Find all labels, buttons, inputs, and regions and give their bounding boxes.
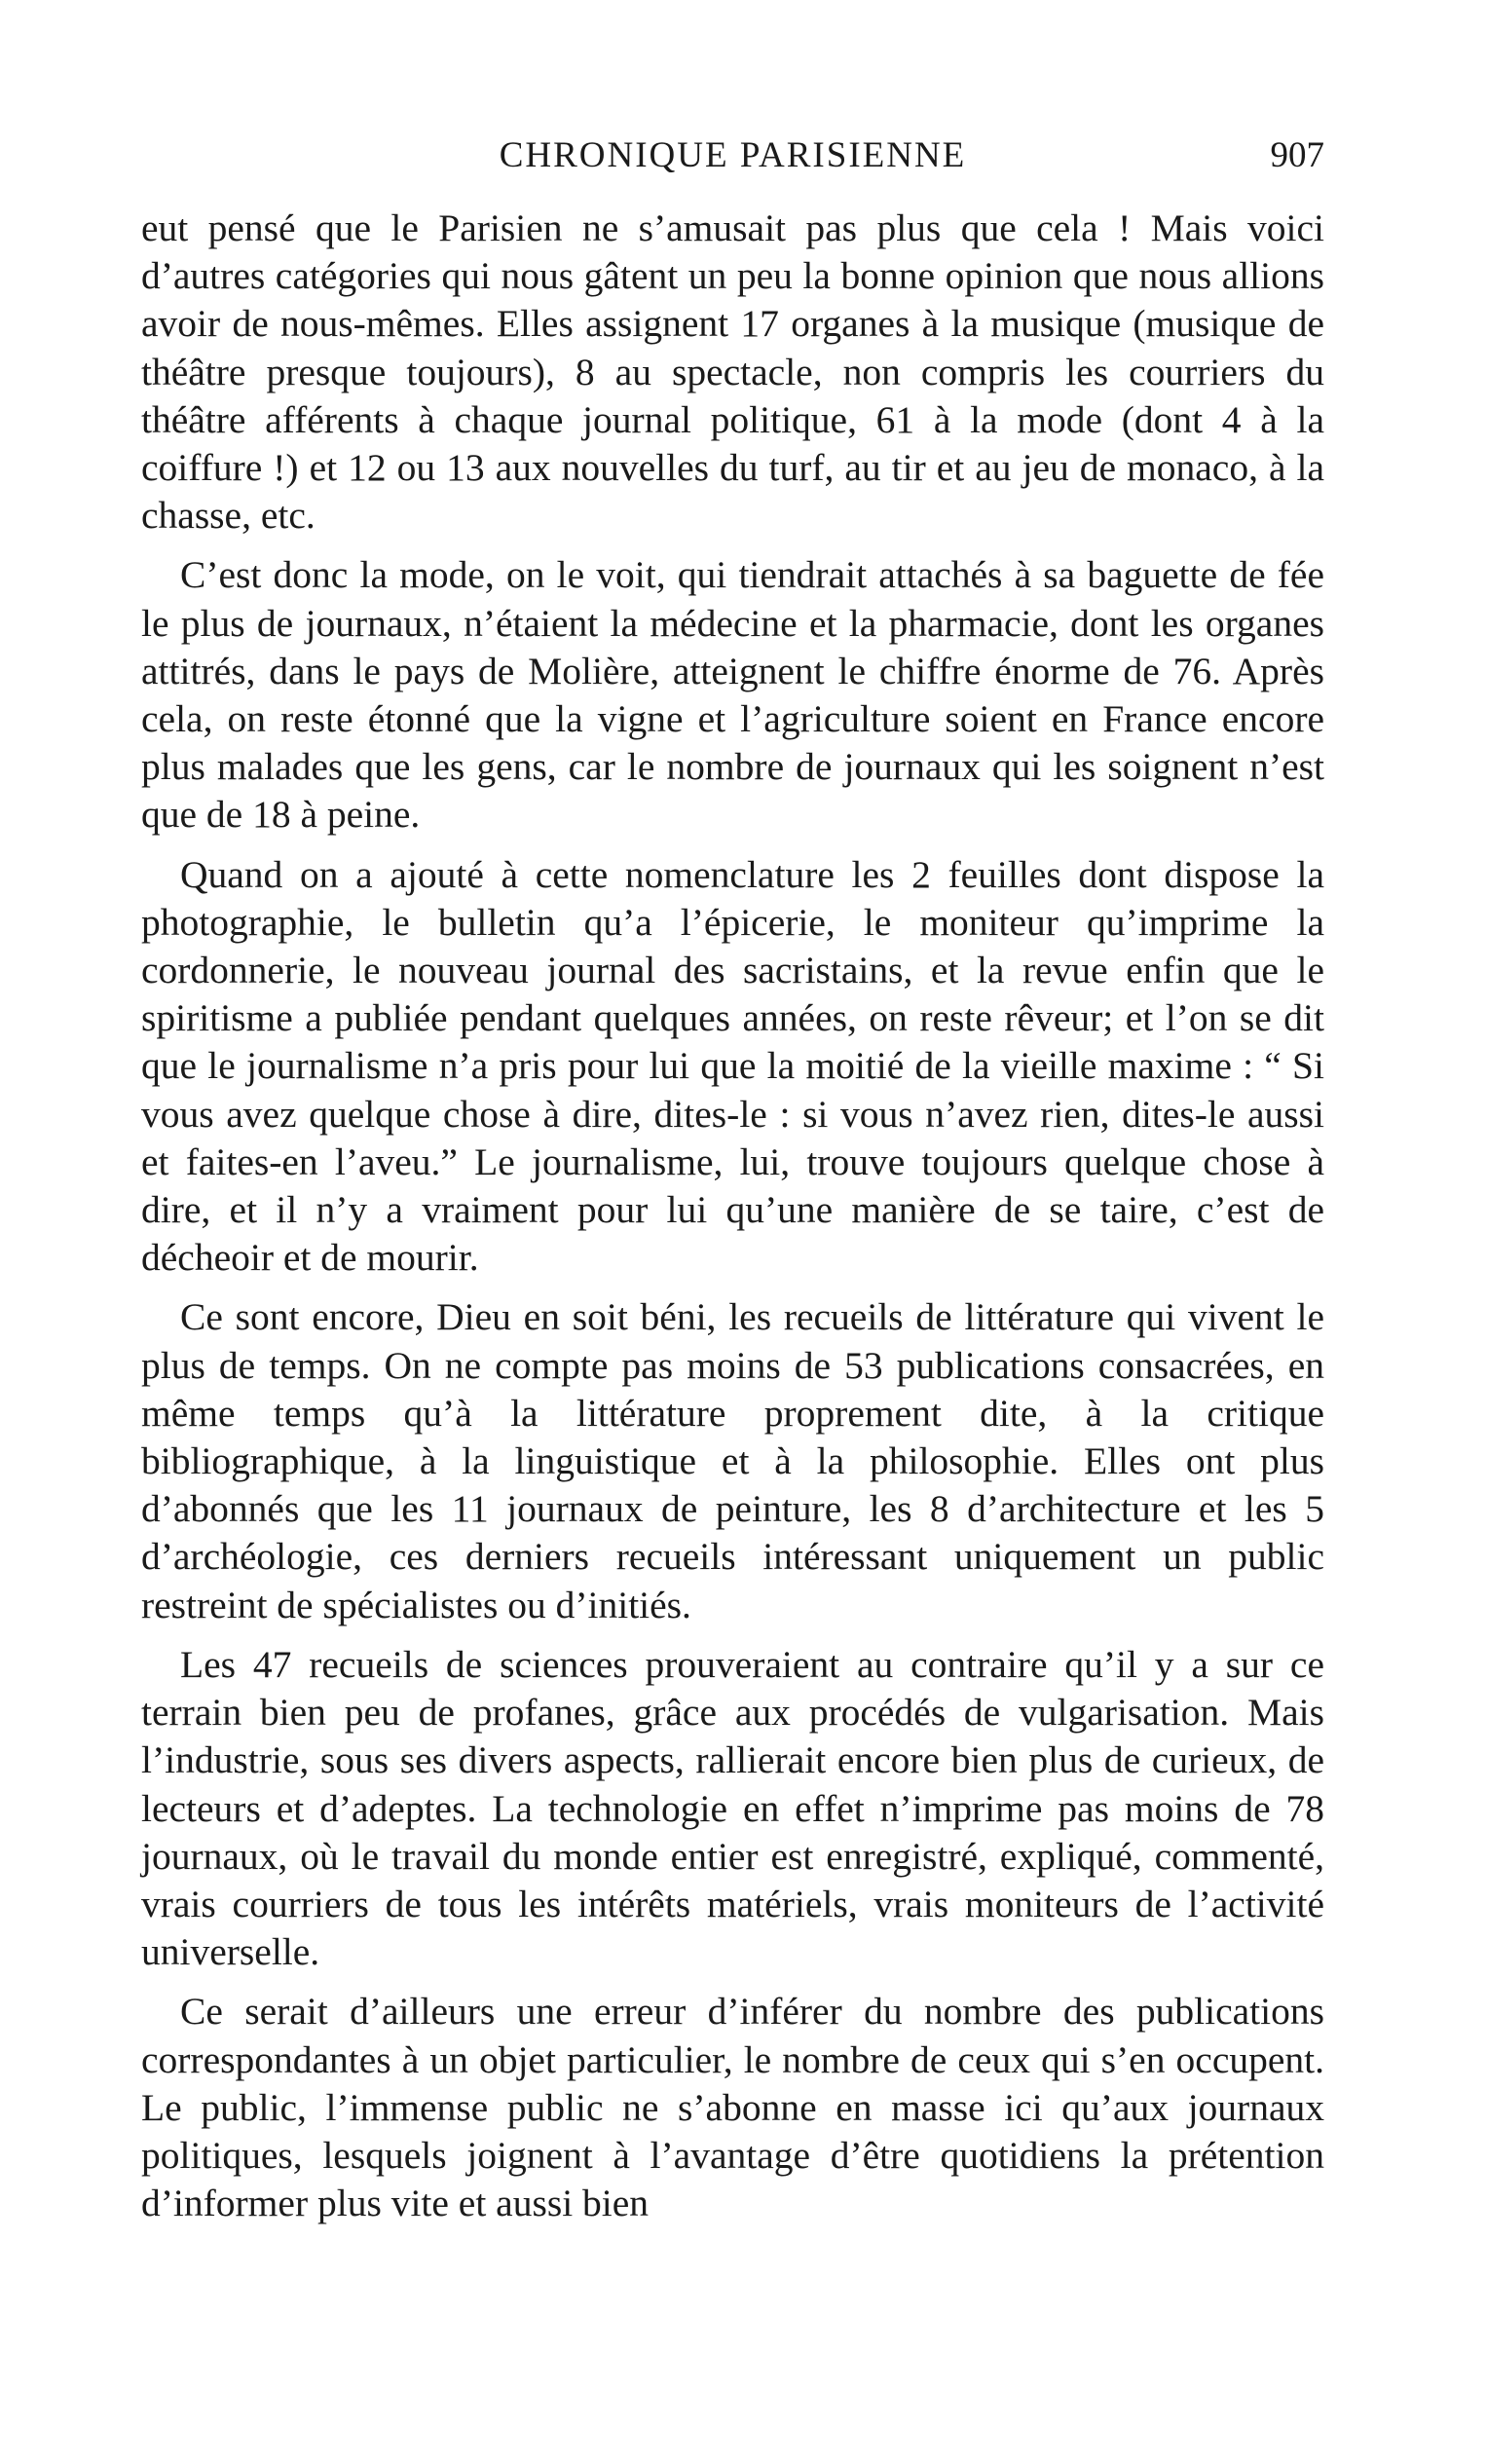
running-head — [141, 134, 1324, 183]
paragraph-3: Quand on a ajouté à cette nomenclature les 2 feuilles dont dispose la photographie, le bulletin qu’a l’épicerie, le moniteur qu’imprime la cordonnerie, le nouveau journal des sacristains, et la revue enfin que le spiritisme a publiée pendant quelques années, on reste rêveur; et l’on se dit que le journalisme n’a pris pour lui que la moitié de la vieille maxime : “ Si vous avez quelque chose à dire, dites-le : si vous n’avez rien, dites-le aussi et faites-en l’aveu.” Le journalisme, lui, trouve toujours quelque chose à dire, et il n’y a vraiment pour lui qu’une manière de se taire, c’est de décheoir et de mourir. — [141, 852, 1324, 1280]
paragraph-1: eut pensé que le Parisien ne s’amusait pas plus que cela ! Mais voici d’autres catégories qui nous gâtent un peu la bonne opinion que nous allions avoir de nous-mêmes. Elles assignent 17 organes à la musique (musique de théâtre presque toujours), 8 au spectacle, non compris les courriers du théâtre afférents à chaque journal politique, 61 à la mode (dont 4 à la coiffure !) et 12 ou 13 aux nouvelles du turf, au tir et au jeu de monaco, à la chasse, etc. — [141, 206, 1324, 538]
body-text — [141, 205, 1324, 2239]
paragraph-5: Les 47 recueils de sciences prouveraient au contraire qu’il y a sur ce terrain bien peu de profanes, grâce aux procédés de vulgarisation. Mais l’industrie, sous ses divers aspects, rallierait encore bien plus de curieux, de lecteurs et d’adeptes. La technologie en effet n’imprime pas moins de 78 journaux, où le travail du monde entier est enregistré, expliqué, commenté, vrais courriers de tous les intérêts matériels, vrais moniteurs de l’activité universelle. — [141, 1642, 1324, 1974]
paragraph-4: Ce sont encore, Dieu en soit béni, les recueils de littérature qui vivent le plus de temps. On ne compte pas moins de 53 publications consacrées, en même temps qu’à la littérature proprement dite, à la critique bibliographique, à la linguistique et à la philosophie. Elles ont plus d’abonnés que les 11 journaux de peinture, les 8 d’architecture et les 5 d’archéologie, ces derniers recueils intéressant uniquement un public restreint de spécialistes ou d’initiés. — [141, 1295, 1324, 1626]
running-title: CHRONIQUE PARISIENNE — [499, 135, 967, 175]
page-number: 907 — [1270, 135, 1324, 175]
paragraph-6: Ce serait d’ailleurs une erreur d’inférer du nombre des publications correspondantes à un objet particulier, le nombre de ceux qui s’en occupent. Le public, l’immense public ne s’abonne en masse ici qu’aux journaux politiques, lesquels joignent à l’avantage d’être quotidiens la prétention d’informer plus vite et aussi bien — [141, 1990, 1324, 2225]
paragraph-2: C’est donc la mode, on le voit, qui tiendrait attachés à sa baguette de fée le plus de journaux, n’étaient la médecine et la pharmacie, dont les organes attitrés, dans le pays de Molière, atteignent le chiffre énorme de 76. Après cela, on reste étonné que la vigne et l’agriculture soient en France encore plus malades que les gens, car le nombre de journaux qui les soignent n’est que de 18 à peine. — [141, 553, 1324, 837]
